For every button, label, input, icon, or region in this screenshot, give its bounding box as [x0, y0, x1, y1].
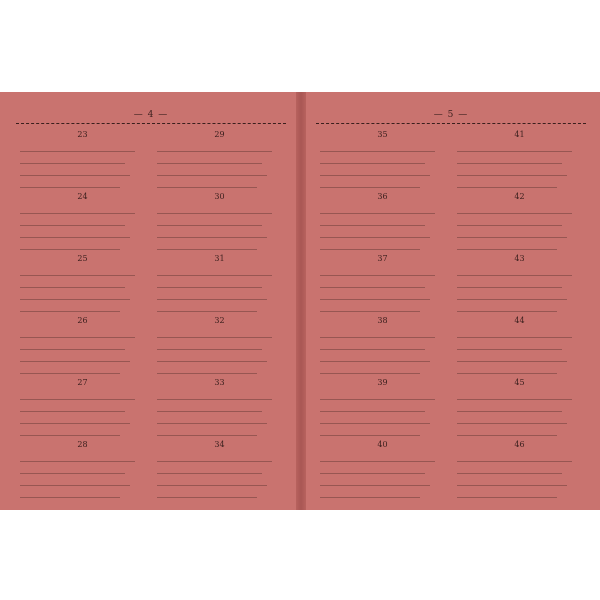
stanza	[157, 316, 282, 378]
verse-line-placeholder	[457, 166, 567, 176]
verse-line-placeholder	[320, 216, 425, 226]
verse-line-placeholder	[320, 452, 435, 462]
stanza-number: 30	[214, 192, 225, 201]
verse-line-placeholder	[320, 290, 430, 300]
verse-line-placeholder	[20, 154, 125, 164]
verse-line-placeholder	[157, 266, 272, 276]
verse-line-placeholder	[157, 390, 272, 400]
verse-line-placeholder	[157, 142, 272, 152]
verse-line-placeholder	[320, 328, 435, 338]
stanza	[157, 440, 282, 502]
verse-line-placeholder	[157, 290, 267, 300]
stanza-number: 32	[214, 316, 225, 325]
stanza	[457, 254, 582, 316]
verse-line-placeholder	[157, 154, 262, 164]
stanza	[457, 378, 582, 440]
verse-line-placeholder	[20, 166, 130, 176]
verse-line-placeholder	[457, 340, 562, 350]
stanza-number: 35	[377, 130, 388, 139]
right-page	[306, 110, 596, 502]
stanza	[320, 378, 445, 440]
header-rule	[16, 123, 286, 124]
verse-line-placeholder	[20, 340, 125, 350]
stanza	[157, 254, 282, 316]
verse-line-placeholder	[20, 178, 120, 188]
verse-line-placeholder	[20, 266, 135, 276]
verse-line-placeholder	[20, 216, 125, 226]
verse-line-placeholder	[457, 414, 567, 424]
book-gutter	[296, 92, 306, 510]
verse-line-placeholder	[20, 488, 120, 498]
verse-line-placeholder	[320, 142, 435, 152]
stanza-number: 44	[514, 316, 525, 325]
verse-line-placeholder	[157, 414, 267, 424]
verse-line-placeholder	[457, 216, 562, 226]
verse-line-placeholder	[20, 390, 135, 400]
stanza	[20, 192, 145, 254]
verse-line-placeholder	[457, 154, 562, 164]
verse-line-placeholder	[457, 240, 557, 250]
verse-line-placeholder	[457, 142, 572, 152]
verse-line-placeholder	[157, 166, 267, 176]
verse-line-placeholder	[157, 426, 257, 436]
verse-line-placeholder	[457, 476, 567, 486]
verse-line-placeholder	[457, 290, 567, 300]
verse-line-placeholder	[457, 228, 567, 238]
stanza-number: 38	[377, 316, 388, 325]
stanza	[20, 440, 145, 502]
stanza	[157, 192, 282, 254]
stanza-number: 36	[377, 192, 388, 201]
stanza-column	[451, 130, 588, 502]
header-rule	[316, 123, 586, 124]
verse-line-placeholder	[20, 402, 125, 412]
verse-line-placeholder	[157, 352, 267, 362]
verse-line-placeholder	[457, 488, 557, 498]
stanza-number: 29	[214, 130, 225, 139]
verse-line-placeholder	[20, 240, 120, 250]
verse-line-placeholder	[20, 204, 135, 214]
stanza-number: 33	[214, 378, 225, 387]
stanza-column	[151, 130, 288, 502]
verse-line-placeholder	[20, 302, 120, 312]
verse-line-placeholder	[320, 352, 430, 362]
verse-line-placeholder	[157, 340, 262, 350]
verse-line-placeholder	[20, 352, 130, 362]
verse-line-placeholder	[457, 352, 567, 362]
verse-line-placeholder	[457, 278, 562, 288]
verse-line-placeholder	[457, 402, 562, 412]
stanza	[457, 316, 582, 378]
stanza-column	[314, 130, 451, 502]
book-spread	[0, 92, 600, 510]
stanza-number: 46	[514, 440, 525, 449]
verse-line-placeholder	[320, 426, 420, 436]
verse-line-placeholder	[157, 204, 272, 214]
verse-line-placeholder	[20, 476, 130, 486]
verse-line-placeholder	[320, 488, 420, 498]
stanza-number: 28	[77, 440, 88, 449]
stanza-number: 25	[77, 254, 88, 263]
verse-line-placeholder	[157, 364, 257, 374]
verse-line-placeholder	[320, 204, 435, 214]
page-number: — 5 —	[433, 110, 469, 120]
stanza-number: 39	[377, 378, 388, 387]
verse-line-placeholder	[20, 278, 125, 288]
stanza	[20, 254, 145, 316]
verse-line-placeholder	[457, 364, 557, 374]
verse-line-placeholder	[320, 240, 420, 250]
verse-line-placeholder	[320, 476, 430, 486]
page-number: — 4 —	[133, 110, 169, 120]
verse-line-placeholder	[157, 402, 262, 412]
stanza-number: 37	[377, 254, 388, 263]
verse-line-placeholder	[20, 464, 125, 474]
stanza	[457, 440, 582, 502]
verse-line-placeholder	[457, 390, 572, 400]
verse-line-placeholder	[320, 302, 420, 312]
stanza	[157, 378, 282, 440]
verse-line-placeholder	[320, 464, 425, 474]
verse-line-placeholder	[320, 178, 420, 188]
verse-line-placeholder	[320, 154, 425, 164]
stanza	[157, 130, 282, 192]
verse-line-placeholder	[20, 328, 135, 338]
verse-line-placeholder	[157, 452, 272, 462]
verse-line-placeholder	[320, 166, 430, 176]
stanza	[320, 316, 445, 378]
verse-line-placeholder	[157, 488, 257, 498]
stanza-number: 27	[77, 378, 88, 387]
verse-line-placeholder	[157, 328, 272, 338]
verse-line-placeholder	[457, 464, 562, 474]
stanza-number: 34	[214, 440, 225, 449]
verse-line-placeholder	[157, 216, 262, 226]
stanza-number: 24	[77, 192, 88, 201]
stanza	[320, 192, 445, 254]
verse-line-placeholder	[320, 364, 420, 374]
stanza-number: 45	[514, 378, 525, 387]
verse-line-placeholder	[320, 278, 425, 288]
verse-line-placeholder	[20, 426, 120, 436]
verse-line-placeholder	[320, 390, 435, 400]
stanza-number: 43	[514, 254, 525, 263]
verse-line-placeholder	[20, 364, 120, 374]
verse-line-placeholder	[320, 266, 435, 276]
stanza-number: 26	[77, 316, 88, 325]
verse-line-placeholder	[457, 178, 557, 188]
stanza	[457, 192, 582, 254]
verse-line-placeholder	[157, 476, 267, 486]
stanza	[320, 130, 445, 192]
stanza-number: 23	[77, 130, 88, 139]
stanza	[457, 130, 582, 192]
stanza	[20, 130, 145, 192]
stanza-column	[14, 130, 151, 502]
verse-line-placeholder	[320, 340, 425, 350]
verse-line-placeholder	[20, 414, 130, 424]
left-page	[6, 110, 296, 502]
verse-line-placeholder	[457, 302, 557, 312]
verse-line-placeholder	[20, 142, 135, 152]
verse-line-placeholder	[20, 452, 135, 462]
verse-line-placeholder	[20, 228, 130, 238]
verse-line-placeholder	[157, 278, 262, 288]
verse-line-placeholder	[320, 402, 425, 412]
verse-line-placeholder	[457, 452, 572, 462]
stanza	[320, 254, 445, 316]
stanza	[20, 378, 145, 440]
verse-line-placeholder	[20, 290, 130, 300]
verse-line-placeholder	[157, 302, 257, 312]
verse-line-placeholder	[157, 464, 262, 474]
verse-line-placeholder	[457, 328, 572, 338]
verse-line-placeholder	[320, 414, 430, 424]
stanza-number: 31	[214, 254, 225, 263]
verse-line-placeholder	[157, 240, 257, 250]
stanza	[20, 316, 145, 378]
verse-line-placeholder	[157, 228, 267, 238]
verse-line-placeholder	[457, 266, 572, 276]
verse-line-placeholder	[457, 426, 557, 436]
verse-line-placeholder	[157, 178, 257, 188]
verse-line-placeholder	[320, 228, 430, 238]
stanza	[320, 440, 445, 502]
verse-line-placeholder	[457, 204, 572, 214]
stanza-number: 40	[377, 440, 388, 449]
stanza-number: 42	[514, 192, 525, 201]
stanza-number: 41	[514, 130, 525, 139]
